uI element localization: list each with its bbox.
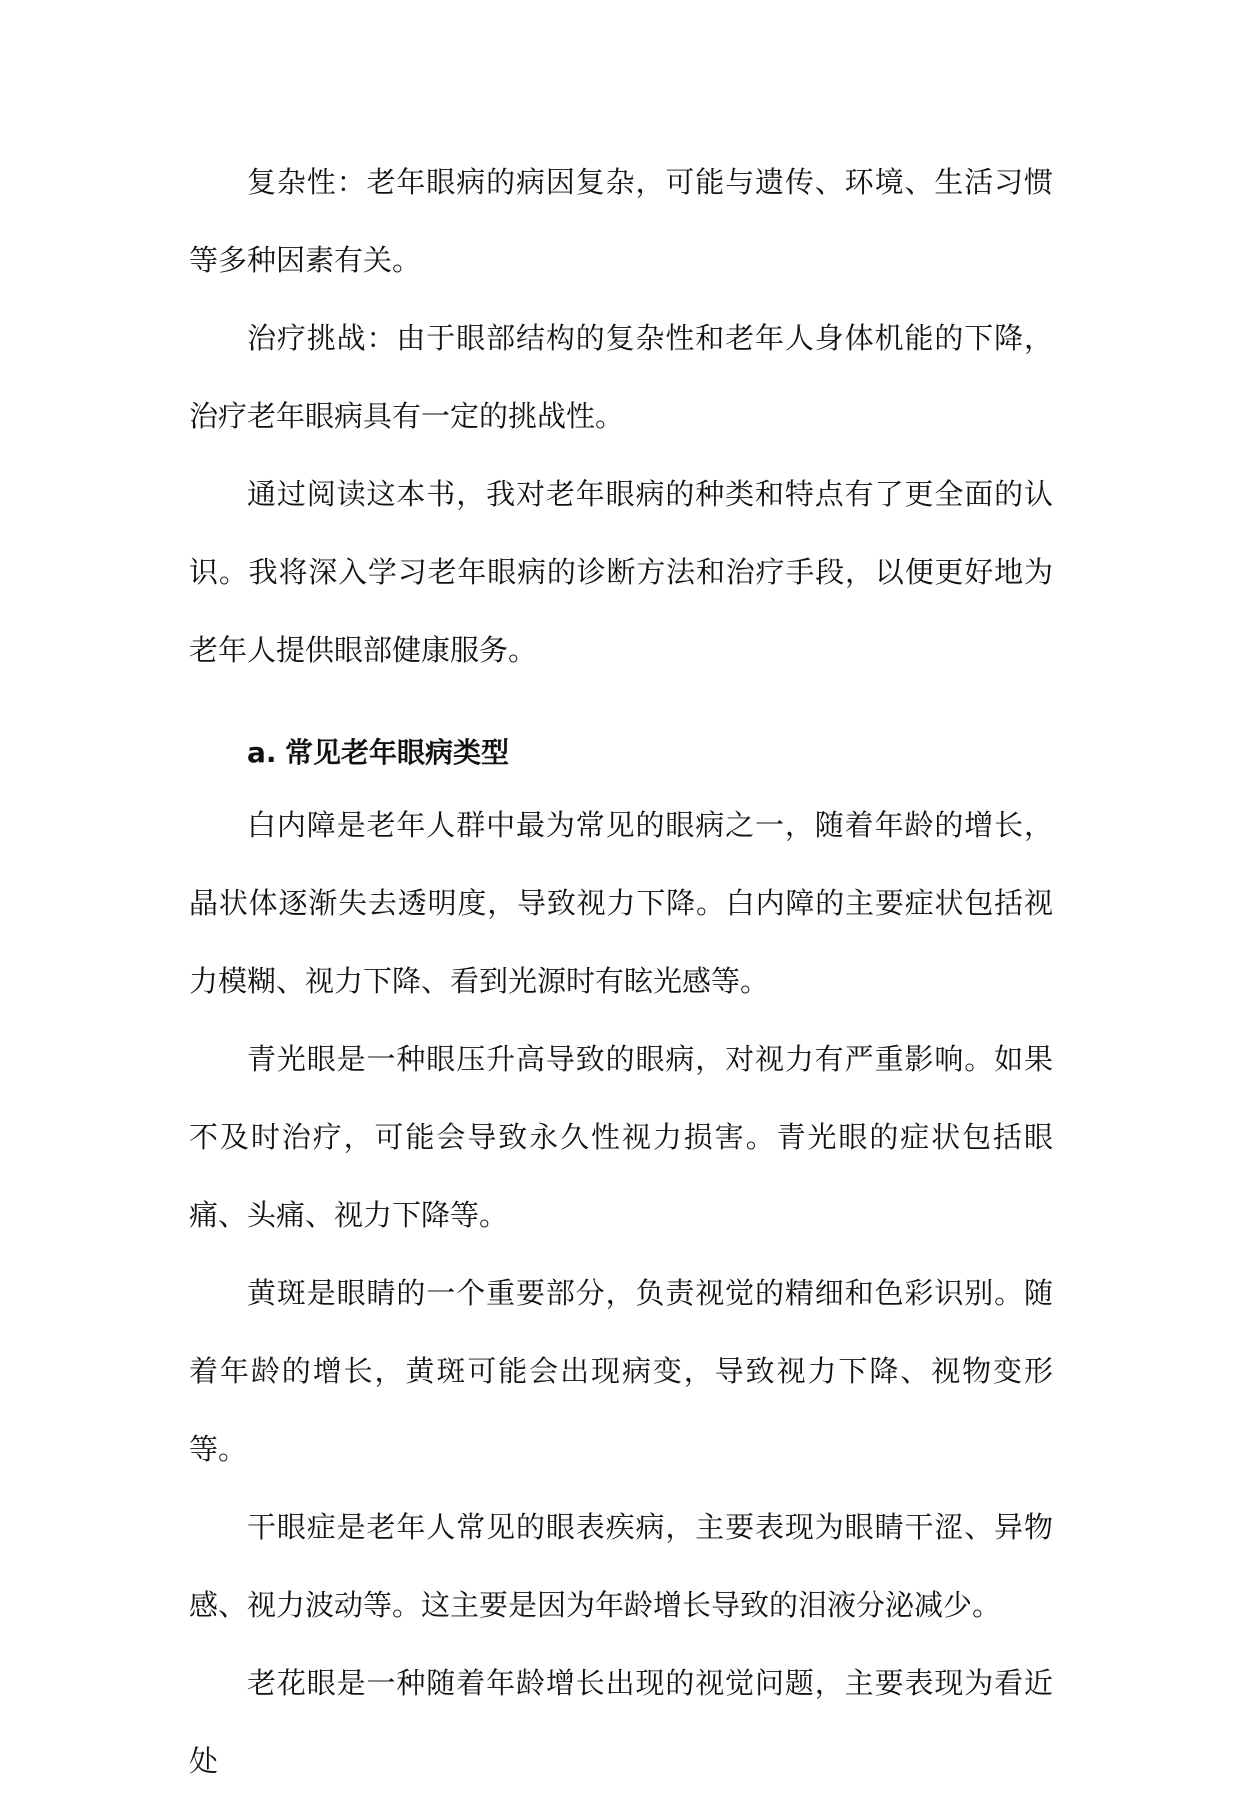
paragraph-cataract: 白内障是老年人群中最为常见的眼病之一，随着年龄的增长，晶状体逐渐失去透明度，导致视力下降。白内障的主要症状包括视力模糊、视力下降、看到光源时有眩光感等。 [189,808,1053,998]
paragraph-glaucoma: 青光眼是一种眼压升高导致的眼病，对视力有严重影响。如果不及时治疗，可能会导致永久性视力损害。青光眼的症状包括眼痛、头痛、视力下降等。 [189,1042,1053,1232]
paragraph-dry-eye: 干眼症是老年人常见的眼表疾病，主要表现为眼睛干涩、异物感、视力波动等。这主要是因为年龄增长导致的泪液分泌减少。 [189,1510,1053,1622]
paragraph-macula: 黄斑是眼睛的一个重要部分，负责视觉的精细和色彩识别。随着年龄的增长，黄斑可能会出现病变，导致视力下降、视物变形等。 [189,1276,1053,1466]
paragraph-complexity: 复杂性：老年眼病的病因复杂，可能与遗传、环境、生活习惯等多种因素有关。 [189,165,1053,277]
paragraph-reading-reflection: 通过阅读这本书，我对老年眼病的种类和特点有了更全面的认识。我将深入学习老年眼病的诊断方法和治疗手段，以便更好地为老年人提供眼部健康服务。 [189,477,1053,667]
section-heading-title: 常见老年眼病类型 [285,736,510,769]
paragraph-treatment-challenge: 治疗挑战：由于眼部结构的复杂性和老年人身体机能的下降，治疗老年眼病具有一定的挑战性。 [189,321,1053,433]
section-heading-marker: a. [247,736,277,769]
paragraph-presbyopia: 老花眼是一种随着年龄增长出现的视觉问题，主要表现为看近处 [189,1666,1053,1778]
document-body [189,143,1053,1800]
section-heading [189,720,1053,786]
